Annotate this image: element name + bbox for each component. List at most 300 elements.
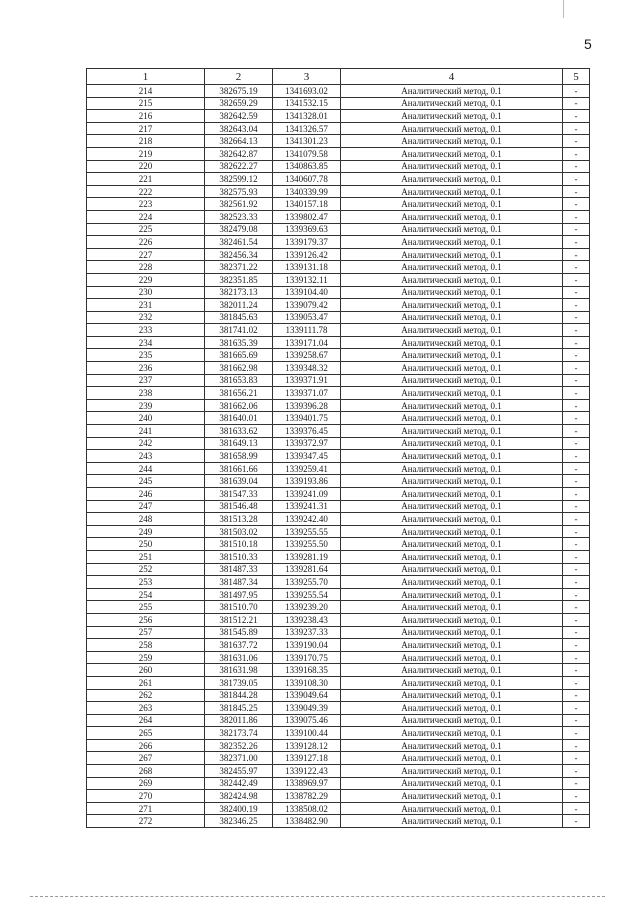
cell-point-number: 244 [87, 462, 205, 475]
table-row [87, 739, 590, 752]
cell-method: Аналитический метод, 0.1 [341, 374, 563, 387]
cell-method: Аналитический метод, 0.1 [341, 576, 563, 589]
table-row [87, 714, 590, 727]
table-row [87, 450, 590, 463]
cell-point-number: 257 [87, 626, 205, 639]
cell-method: Аналитический метод, 0.1 [341, 185, 563, 198]
table-row [87, 613, 590, 626]
cell-x-coordinate: 382461.54 [205, 236, 273, 249]
cell-x-coordinate: 381546.48 [205, 500, 273, 513]
cell-description: - [563, 399, 590, 412]
table-row [87, 324, 590, 337]
cell-y-coordinate: 1341693.02 [273, 85, 341, 98]
cell-x-coordinate: 382456.34 [205, 248, 273, 261]
cell-point-number: 226 [87, 236, 205, 249]
cell-description: - [563, 488, 590, 501]
cell-x-coordinate: 381637.72 [205, 639, 273, 652]
cell-y-coordinate: 1341301.23 [273, 135, 341, 148]
scan-margin-mark [563, 0, 564, 18]
cell-description: - [563, 664, 590, 677]
cell-description: - [563, 639, 590, 652]
cell-point-number: 228 [87, 261, 205, 274]
table-row [87, 576, 590, 589]
cell-y-coordinate: 1339179.37 [273, 236, 341, 249]
table-row [87, 752, 590, 765]
cell-method: Аналитический метод, 0.1 [341, 488, 563, 501]
cell-method: Аналитический метод, 0.1 [341, 299, 563, 312]
cell-method: Аналитический метод, 0.1 [341, 588, 563, 601]
page-number: 5 [584, 36, 592, 52]
cell-point-number: 259 [87, 651, 205, 664]
cell-point-number: 254 [87, 588, 205, 601]
cell-description: - [563, 286, 590, 299]
table-row [87, 601, 590, 614]
cell-point-number: 263 [87, 702, 205, 715]
cell-x-coordinate: 381635.39 [205, 336, 273, 349]
cell-point-number: 224 [87, 210, 205, 223]
cell-method: Аналитический метод, 0.1 [341, 198, 563, 211]
cell-point-number: 233 [87, 324, 205, 337]
cell-description: - [563, 777, 590, 790]
cell-point-number: 270 [87, 790, 205, 803]
cell-y-coordinate: 1339371.91 [273, 374, 341, 387]
cell-description: - [563, 765, 590, 778]
cell-x-coordinate: 382561.92 [205, 198, 273, 211]
table-row [87, 173, 590, 186]
table-row [87, 147, 590, 160]
cell-point-number: 238 [87, 387, 205, 400]
cell-x-coordinate: 382442.49 [205, 777, 273, 790]
cell-description: - [563, 160, 590, 173]
cell-x-coordinate: 382664.13 [205, 135, 273, 148]
cell-description: - [563, 588, 590, 601]
cell-method: Аналитический метод, 0.1 [341, 475, 563, 488]
cell-description: - [563, 273, 590, 286]
cell-point-number: 250 [87, 538, 205, 551]
cell-point-number: 255 [87, 601, 205, 614]
cell-method: Аналитический метод, 0.1 [341, 790, 563, 803]
cell-y-coordinate: 1339104.40 [273, 286, 341, 299]
cell-y-coordinate: 1339401.75 [273, 412, 341, 425]
cell-y-coordinate: 1339255.50 [273, 538, 341, 551]
cell-y-coordinate: 1339237.33 [273, 626, 341, 639]
cell-point-number: 214 [87, 85, 205, 98]
cell-method: Аналитический метод, 0.1 [341, 97, 563, 110]
cell-y-coordinate: 1340863.85 [273, 160, 341, 173]
cell-y-coordinate: 1339255.70 [273, 576, 341, 589]
table-row [87, 475, 590, 488]
cell-y-coordinate: 1339258.67 [273, 349, 341, 362]
cell-description: - [563, 336, 590, 349]
cell-method: Аналитический метод, 0.1 [341, 626, 563, 639]
table-row [87, 538, 590, 551]
cell-point-number: 246 [87, 488, 205, 501]
cell-y-coordinate: 1338782.29 [273, 790, 341, 803]
cell-method: Аналитический метод, 0.1 [341, 601, 563, 614]
cell-description: - [563, 135, 590, 148]
table-row [87, 412, 590, 425]
cell-x-coordinate: 382622.27 [205, 160, 273, 173]
cell-description: - [563, 412, 590, 425]
cell-point-number: 218 [87, 135, 205, 148]
cell-point-number: 240 [87, 412, 205, 425]
cell-description: - [563, 500, 590, 513]
cell-y-coordinate: 1339369.63 [273, 223, 341, 236]
header-method: 4 [341, 69, 563, 85]
cell-method: Аналитический метод, 0.1 [341, 702, 563, 715]
cell-description: - [563, 198, 590, 211]
cell-point-number: 248 [87, 513, 205, 526]
cell-y-coordinate: 1339122.43 [273, 765, 341, 778]
cell-y-coordinate: 1339259.41 [273, 462, 341, 475]
cell-x-coordinate: 381545.89 [205, 626, 273, 639]
cell-method: Аналитический метод, 0.1 [341, 236, 563, 249]
cell-method: Аналитический метод, 0.1 [341, 399, 563, 412]
cell-x-coordinate: 382352.26 [205, 739, 273, 752]
cell-y-coordinate: 1339168.35 [273, 664, 341, 677]
cell-description: - [563, 210, 590, 223]
table-row [87, 500, 590, 513]
cell-point-number: 220 [87, 160, 205, 173]
table-row [87, 790, 590, 803]
cell-description: - [563, 550, 590, 563]
cell-method: Аналитический метод, 0.1 [341, 160, 563, 173]
cell-point-number: 249 [87, 525, 205, 538]
cell-y-coordinate: 1341532.15 [273, 97, 341, 110]
cell-method: Аналитический метод, 0.1 [341, 639, 563, 652]
table-row [87, 588, 590, 601]
cell-x-coordinate: 381510.33 [205, 550, 273, 563]
cell-y-coordinate: 1338482.90 [273, 815, 341, 828]
cell-y-coordinate: 1339170.75 [273, 651, 341, 664]
cell-x-coordinate: 381547.33 [205, 488, 273, 501]
cell-y-coordinate: 1339132.11 [273, 273, 341, 286]
cell-x-coordinate: 382599.12 [205, 173, 273, 186]
table-row [87, 777, 590, 790]
cell-y-coordinate: 1339396.28 [273, 399, 341, 412]
cell-description: - [563, 362, 590, 375]
table-row [87, 248, 590, 261]
table-row [87, 85, 590, 98]
cell-point-number: 222 [87, 185, 205, 198]
cell-point-number: 234 [87, 336, 205, 349]
cell-y-coordinate: 1341079.58 [273, 147, 341, 160]
cell-point-number: 219 [87, 147, 205, 160]
table-row [87, 273, 590, 286]
cell-x-coordinate: 382371.00 [205, 752, 273, 765]
table-row [87, 135, 590, 148]
cell-method: Аналитический метод, 0.1 [341, 210, 563, 223]
cell-method: Аналитический метод, 0.1 [341, 815, 563, 828]
cell-method: Аналитический метод, 0.1 [341, 173, 563, 186]
cell-point-number: 225 [87, 223, 205, 236]
table-row [87, 336, 590, 349]
cell-point-number: 230 [87, 286, 205, 299]
cell-description: - [563, 626, 590, 639]
cell-description: - [563, 752, 590, 765]
cell-x-coordinate: 382346.25 [205, 815, 273, 828]
table-row [87, 349, 590, 362]
table-row [87, 299, 590, 312]
cell-y-coordinate: 1339171.04 [273, 336, 341, 349]
cell-x-coordinate: 382424.98 [205, 790, 273, 803]
table-row [87, 513, 590, 526]
cell-x-coordinate: 381487.34 [205, 576, 273, 589]
table-body [87, 85, 590, 828]
cell-description: - [563, 601, 590, 614]
cell-x-coordinate: 382642.59 [205, 110, 273, 123]
cell-x-coordinate: 381844.28 [205, 689, 273, 702]
cell-description: - [563, 122, 590, 135]
cell-point-number: 247 [87, 500, 205, 513]
cell-x-coordinate: 381845.63 [205, 311, 273, 324]
cell-method: Аналитический метод, 0.1 [341, 513, 563, 526]
cell-point-number: 262 [87, 689, 205, 702]
cell-x-coordinate: 381665.69 [205, 349, 273, 362]
cell-x-coordinate: 382642.87 [205, 147, 273, 160]
table-row [87, 626, 590, 639]
cell-y-coordinate: 1339190.04 [273, 639, 341, 652]
cell-point-number: 267 [87, 752, 205, 765]
table-row [87, 525, 590, 538]
cell-description: - [563, 311, 590, 324]
cell-method: Аналитический метод, 0.1 [341, 349, 563, 362]
cell-method: Аналитический метод, 0.1 [341, 273, 563, 286]
cell-point-number: 266 [87, 739, 205, 752]
table-row [87, 676, 590, 689]
cell-y-coordinate: 1339108.30 [273, 676, 341, 689]
cell-y-coordinate: 1339241.09 [273, 488, 341, 501]
cell-method: Аналитический метод, 0.1 [341, 689, 563, 702]
cell-description: - [563, 261, 590, 274]
cell-method: Аналитический метод, 0.1 [341, 324, 563, 337]
cell-method: Аналитический метод, 0.1 [341, 664, 563, 677]
cell-x-coordinate: 381639.04 [205, 475, 273, 488]
table-row [87, 802, 590, 815]
cell-method: Аналитический метод, 0.1 [341, 387, 563, 400]
cell-x-coordinate: 381662.06 [205, 399, 273, 412]
table-row [87, 399, 590, 412]
table-row [87, 160, 590, 173]
cell-y-coordinate: 1339193.86 [273, 475, 341, 488]
cell-point-number: 241 [87, 425, 205, 438]
cell-method: Аналитический метод, 0.1 [341, 525, 563, 538]
cell-description: - [563, 437, 590, 450]
cell-method: Аналитический метод, 0.1 [341, 85, 563, 98]
cell-x-coordinate: 381497.95 [205, 588, 273, 601]
cell-x-coordinate: 382371.22 [205, 261, 273, 274]
cell-x-coordinate: 381631.98 [205, 664, 273, 677]
cell-description: - [563, 714, 590, 727]
table-row [87, 563, 590, 576]
cell-x-coordinate: 382523.33 [205, 210, 273, 223]
cell-description: - [563, 727, 590, 740]
cell-method: Аналитический метод, 0.1 [341, 550, 563, 563]
cell-method: Аналитический метод, 0.1 [341, 110, 563, 123]
cell-method: Аналитический метод, 0.1 [341, 362, 563, 375]
cell-y-coordinate: 1339802.47 [273, 210, 341, 223]
table-row [87, 236, 590, 249]
cell-y-coordinate: 1340607.78 [273, 173, 341, 186]
table-row [87, 550, 590, 563]
cell-x-coordinate: 381503.02 [205, 525, 273, 538]
cell-x-coordinate: 381512.21 [205, 613, 273, 626]
cell-description: - [563, 475, 590, 488]
cell-point-number: 272 [87, 815, 205, 828]
cell-x-coordinate: 382659.29 [205, 97, 273, 110]
cell-y-coordinate: 1339376.45 [273, 425, 341, 438]
cell-method: Аналитический метод, 0.1 [341, 311, 563, 324]
cell-y-coordinate: 1339241.31 [273, 500, 341, 513]
cell-y-coordinate: 1339348.32 [273, 362, 341, 375]
cell-point-number: 253 [87, 576, 205, 589]
cell-method: Аналитический метод, 0.1 [341, 777, 563, 790]
cell-point-number: 268 [87, 765, 205, 778]
cell-description: - [563, 576, 590, 589]
cell-point-number: 237 [87, 374, 205, 387]
cell-point-number: 256 [87, 613, 205, 626]
table-row [87, 488, 590, 501]
cell-description: - [563, 613, 590, 626]
cell-description: - [563, 147, 590, 160]
cell-y-coordinate: 1339347.45 [273, 450, 341, 463]
cell-x-coordinate: 381631.06 [205, 651, 273, 664]
cell-y-coordinate: 1339255.55 [273, 525, 341, 538]
cell-y-coordinate: 1339128.12 [273, 739, 341, 752]
cell-method: Аналитический метод, 0.1 [341, 261, 563, 274]
cell-y-coordinate: 1339239.20 [273, 601, 341, 614]
header-point-number: 1 [87, 69, 205, 85]
cell-description: - [563, 513, 590, 526]
cell-x-coordinate: 381633.62 [205, 425, 273, 438]
cell-x-coordinate: 381661.66 [205, 462, 273, 475]
cell-x-coordinate: 382011.86 [205, 714, 273, 727]
cell-method: Аналитический метод, 0.1 [341, 223, 563, 236]
coordinates-table [86, 68, 590, 828]
cell-point-number: 252 [87, 563, 205, 576]
header-description: 5 [563, 69, 590, 85]
cell-description: - [563, 185, 590, 198]
cell-description: - [563, 324, 590, 337]
cell-description: - [563, 236, 590, 249]
cell-description: - [563, 525, 590, 538]
cell-y-coordinate: 1339131.18 [273, 261, 341, 274]
cell-method: Аналитический метод, 0.1 [341, 727, 563, 740]
cell-y-coordinate: 1339079.42 [273, 299, 341, 312]
table-header-row [87, 69, 590, 85]
cell-x-coordinate: 381656.21 [205, 387, 273, 400]
cell-point-number: 236 [87, 362, 205, 375]
cell-x-coordinate: 382351.85 [205, 273, 273, 286]
cell-method: Аналитический метод, 0.1 [341, 437, 563, 450]
cell-method: Аналитический метод, 0.1 [341, 739, 563, 752]
cell-description: - [563, 538, 590, 551]
cell-x-coordinate: 381510.70 [205, 601, 273, 614]
table-row [87, 815, 590, 828]
cell-y-coordinate: 1340157.18 [273, 198, 341, 211]
table-row [87, 727, 590, 740]
cell-point-number: 269 [87, 777, 205, 790]
cell-y-coordinate: 1339053.47 [273, 311, 341, 324]
cell-description: - [563, 790, 590, 803]
cell-description: - [563, 248, 590, 261]
cell-description: - [563, 462, 590, 475]
cell-description: - [563, 802, 590, 815]
cell-method: Аналитический метод, 0.1 [341, 714, 563, 727]
cell-point-number: 260 [87, 664, 205, 677]
cell-method: Аналитический метод, 0.1 [341, 336, 563, 349]
cell-x-coordinate: 382173.13 [205, 286, 273, 299]
table-row [87, 462, 590, 475]
cell-x-coordinate: 382675.19 [205, 85, 273, 98]
cell-method: Аналитический метод, 0.1 [341, 676, 563, 689]
cell-point-number: 216 [87, 110, 205, 123]
cell-x-coordinate: 382011.24 [205, 299, 273, 312]
cell-y-coordinate: 1339371.07 [273, 387, 341, 400]
cell-description: - [563, 563, 590, 576]
cell-description: - [563, 425, 590, 438]
table-row [87, 362, 590, 375]
cell-method: Аналитический метод, 0.1 [341, 462, 563, 475]
cell-description: - [563, 739, 590, 752]
cell-y-coordinate: 1339255.54 [273, 588, 341, 601]
cell-point-number: 227 [87, 248, 205, 261]
cell-method: Аналитический метод, 0.1 [341, 135, 563, 148]
cell-point-number: 251 [87, 550, 205, 563]
cell-y-coordinate: 1339238.43 [273, 613, 341, 626]
cell-x-coordinate: 381653.83 [205, 374, 273, 387]
table-row [87, 765, 590, 778]
cell-y-coordinate: 1339281.64 [273, 563, 341, 576]
cell-x-coordinate: 381662.98 [205, 362, 273, 375]
cell-y-coordinate: 1339126.42 [273, 248, 341, 261]
table-row [87, 702, 590, 715]
cell-description: - [563, 85, 590, 98]
cell-description: - [563, 374, 590, 387]
cell-y-coordinate: 1339111.78 [273, 324, 341, 337]
cell-x-coordinate: 381845.25 [205, 702, 273, 715]
cell-method: Аналитический метод, 0.1 [341, 563, 563, 576]
cell-x-coordinate: 382643.04 [205, 122, 273, 135]
header-y-coordinate: 3 [273, 69, 341, 85]
cell-y-coordinate: 1339242.40 [273, 513, 341, 526]
cell-point-number: 229 [87, 273, 205, 286]
table-row [87, 97, 590, 110]
header-x-coordinate: 2 [205, 69, 273, 85]
cell-y-coordinate: 1339281.19 [273, 550, 341, 563]
cell-y-coordinate: 1341326.57 [273, 122, 341, 135]
table-row [87, 185, 590, 198]
table-row [87, 210, 590, 223]
table-row [87, 387, 590, 400]
cell-method: Аналитический метод, 0.1 [341, 425, 563, 438]
table-row [87, 311, 590, 324]
cell-method: Аналитический метод, 0.1 [341, 147, 563, 160]
table-row [87, 437, 590, 450]
cell-point-number: 264 [87, 714, 205, 727]
cell-method: Аналитический метод, 0.1 [341, 538, 563, 551]
cell-y-coordinate: 1339127.18 [273, 752, 341, 765]
cell-y-coordinate: 1339049.64 [273, 689, 341, 702]
table-row [87, 651, 590, 664]
table-row [87, 110, 590, 123]
cell-x-coordinate: 381513.28 [205, 513, 273, 526]
cell-point-number: 271 [87, 802, 205, 815]
cell-x-coordinate: 382575.93 [205, 185, 273, 198]
cell-x-coordinate: 382173.74 [205, 727, 273, 740]
cell-point-number: 239 [87, 399, 205, 412]
cell-point-number: 243 [87, 450, 205, 463]
